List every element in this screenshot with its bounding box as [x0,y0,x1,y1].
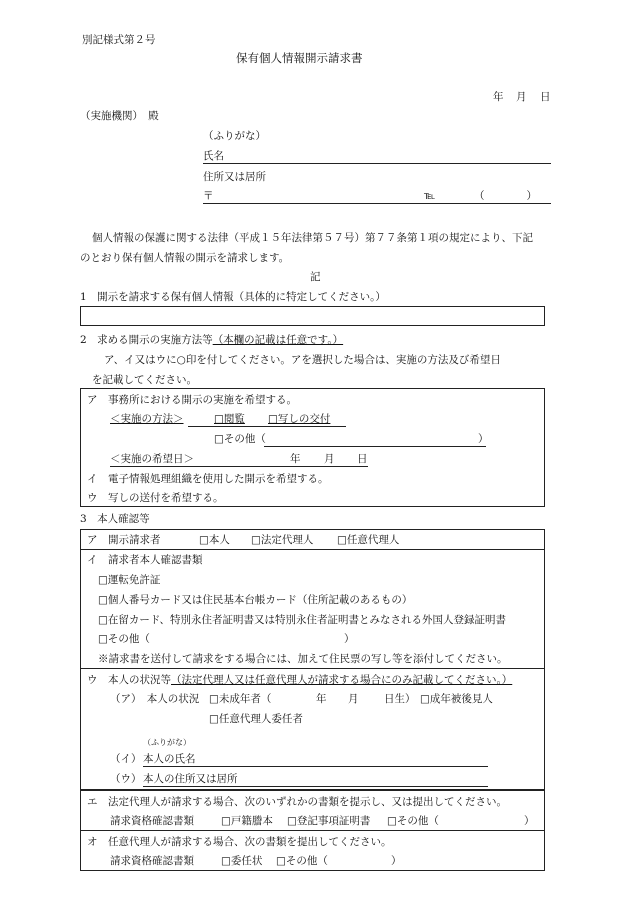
furigana-label: （ふりがな） [203,130,266,142]
voluntary-other-close: ） [391,855,402,867]
requested-info-input[interactable] [80,306,545,326]
method-underline [188,426,346,427]
requester-self-checkbox[interactable]: □本人 [199,534,230,546]
requester-legal-agent-checkbox[interactable]: □法定代理人 [251,534,314,546]
date-month-label: 月 [516,91,527,103]
requester-voluntary-agent-checkbox[interactable]: □任意代理人 [337,534,400,546]
power-of-attorney-checkbox[interactable]: □委任状 [221,855,263,867]
principal-status-prefix: ウ 本人の状況等 [87,674,171,686]
voluntary-other-checkbox[interactable]: □その他（ [276,855,328,867]
id-other-checkbox[interactable]: □その他（ [98,633,150,645]
id-residence-card-checkbox[interactable]: □在留カード、特別永住者証明書又は特別永住者証明書とみなされる外国人登録証明書 [98,614,506,626]
id-other-close: ） [344,633,355,645]
tel-label: ℡ [424,190,436,202]
voluntary-agent-docs-label: 請求資格確認書類 [110,855,194,867]
family-register-checkbox[interactable]: □戸籍謄本 [221,815,273,827]
method-other-close: ） [478,433,489,445]
status-adult-ward-checkbox[interactable]: □成年被後見人 [420,693,493,705]
option-i-electronic[interactable]: イ 電子情報処理組織を使用した開示を希望する。 [87,473,329,485]
minor-birth-year: 年 [316,693,327,705]
page-title: 保有個人情報開示請求書 [236,51,363,65]
principal-furigana-label: （ふりがな） [143,738,191,747]
section2-heading [80,333,343,347]
principal-name-label: 本人の氏名 [143,753,196,765]
id-docs-label: イ 請求者本人確認書類 [87,554,203,566]
requester-address-field[interactable] [203,203,551,204]
id-docs-note: ※請求書を送付して請求をする場合には、加えて住民票の写し等を添付してください。 [98,653,508,665]
preferred-date-month: 月 [324,453,335,465]
method-other-field[interactable] [264,446,486,447]
legal-other-checkbox[interactable]: □その他（ [387,815,439,827]
section1-heading: 1 開示を請求する保有個人情報（具体的に特定してください。） [80,291,386,303]
date-year-label: 年 [493,91,504,103]
legal-agent-docs-label: 請求資格確認書類 [110,815,194,827]
voluntary-agent-docs-heading: オ 任意代理人が請求する場合、次の書類を提出してください。 [87,836,392,848]
minor-birth-day: 日生） [384,693,416,705]
section2-instruction-2: を記載してください。 [92,374,197,386]
preferred-date-field[interactable] [110,466,368,467]
requester-address-label: 住所又は居所 [203,171,266,183]
intro-line-1: 個人情報の保護に関する法律（平成１５年法律第５７号）第７７条第１項の規定により、下記 [92,232,533,244]
legal-other-close: ） [524,815,535,827]
id-license-checkbox[interactable]: □運転免許証 [98,574,161,586]
principal-status-note: （法定代理人又は任意代理人が請求する場合にのみ記載してください。） [171,674,513,686]
status-delegator-checkbox[interactable]: □任意代理人委任者 [209,713,303,725]
principal-status-heading [87,673,512,687]
requester-type-label: ア 開示請求者 [87,534,161,546]
intro-line-2: のとおり保有個人情報の開示を請求します。 [80,252,290,264]
status-minor-checkbox[interactable]: □未成年者（ [209,693,272,705]
section2-instruction-1: ア、イ又はウに○印を付してください。アを選択した場合は、実施の方法及び希望日 [104,354,501,366]
principal-address-marker: （ウ） [110,773,142,785]
postal-mark: 〒 [203,190,214,202]
section2-optional-note: （本欄の記載は任意です。） [212,334,344,346]
option-a-onsite[interactable]: ア 事務所における開示の実施を希望する。 [87,394,297,406]
requester-name-label: 氏名 [203,150,224,162]
requester-name-field[interactable] [203,163,551,164]
section3-i-box [80,549,545,669]
date-day-label: 日 [540,91,551,103]
method-label: ＜実施の方法＞ [110,413,184,425]
id-mynumber-checkbox[interactable]: □個人番号カード又は住民基本台帳カード（住所記載のあるもの） [98,594,413,606]
method-other-checkbox[interactable]: □その他（ [214,433,266,445]
option-u-mail-copy[interactable]: ウ 写しの送付を希望する。 [87,492,224,504]
method-copy-checkbox[interactable]: □写しの交付 [268,413,331,425]
ki-label: 記 [310,271,321,283]
preferred-date-year: 年 [290,453,301,465]
minor-birth-month: 月 [348,693,359,705]
form-number: 別記様式第２号 [82,34,156,46]
agency-addressee: （実施機関） 殿 [80,110,159,122]
principal-status-label: （ア） 本人の状況 [110,693,200,705]
registry-certificate-checkbox[interactable]: □登記事項証明書 [287,815,371,827]
section3-heading: 3 本人確認等 [80,513,150,525]
tel-parens: （ ） [474,190,537,202]
section2-heading-prefix: 2 求める開示の実施方法等 [80,334,213,346]
method-view-checkbox[interactable]: □閲覧 [214,413,245,425]
preferred-date-day: 日 [357,453,368,465]
principal-address-label: 本人の住所又は居所 [143,773,238,785]
principal-name-marker: （イ） [110,753,142,765]
preferred-date-label: ＜実施の希望日＞ [110,453,194,465]
legal-agent-docs-heading: エ 法定代理人が請求する場合、次のいずれかの書類を提示し、又は提出してください。 [87,796,507,808]
principal-address-field[interactable] [143,786,488,787]
principal-name-field[interactable] [143,766,488,767]
